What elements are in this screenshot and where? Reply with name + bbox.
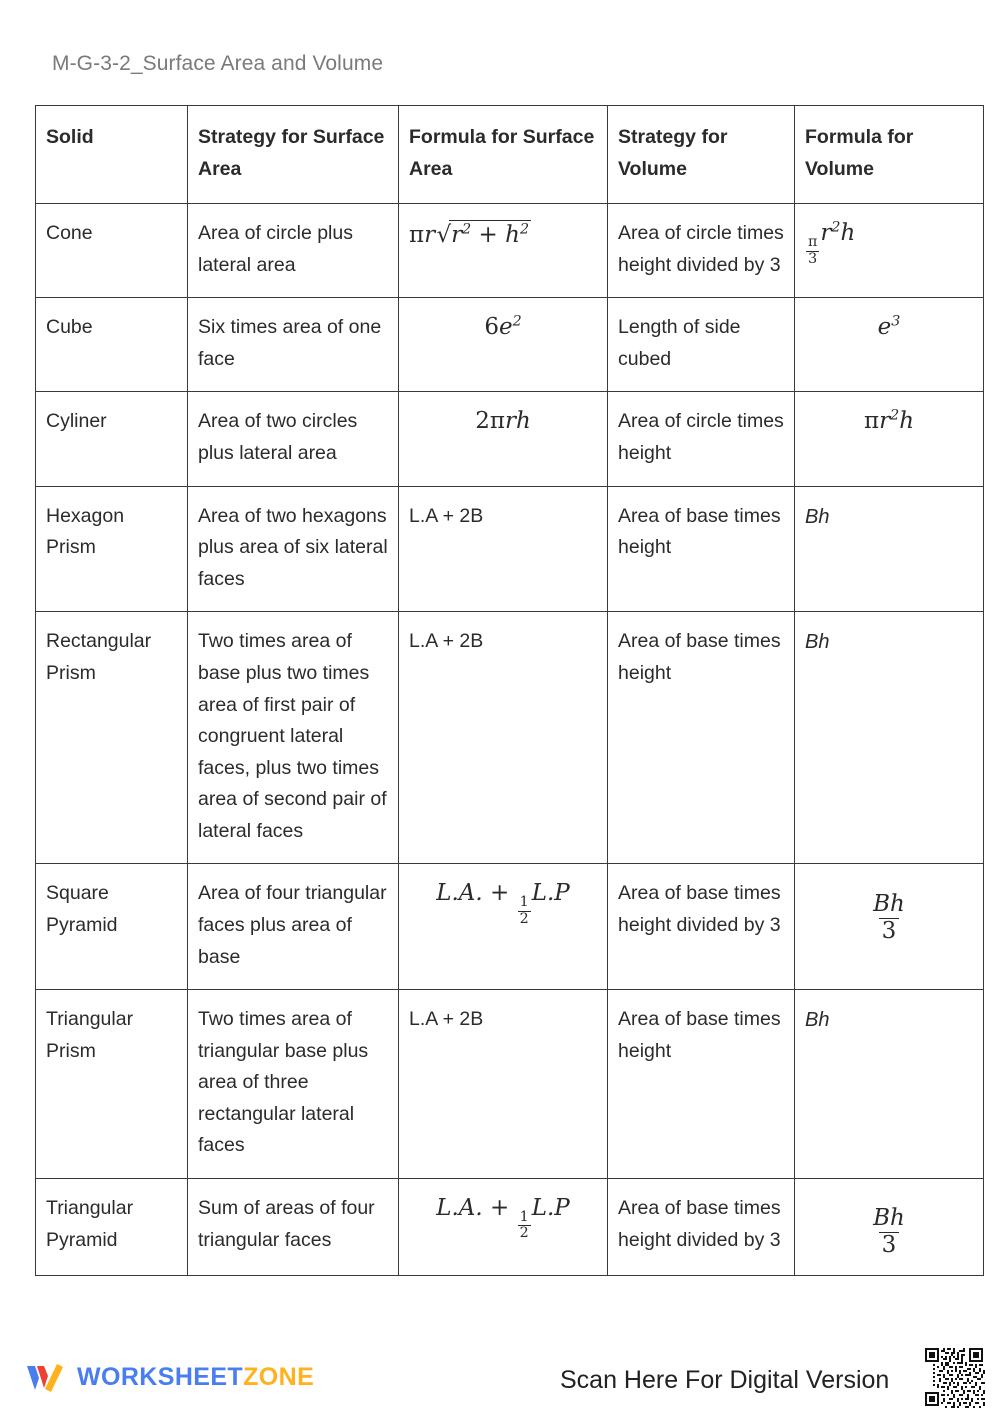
- cell-solid: Cone: [36, 204, 188, 298]
- cell-sa-strategy: Two times area of base plus two times area of first pair of congruent lateral faces, plus two times area of second pair of lateral faces: [188, 612, 399, 864]
- cell-sa-formula: [399, 204, 608, 298]
- cell-vol-strategy: Length of side cubed: [608, 298, 795, 392]
- cell-solid: Cyliner: [36, 392, 188, 486]
- cell-sa-formula: [399, 392, 608, 486]
- column-header-formula-volume: Formula for Volume: [795, 106, 984, 204]
- cell-vol-formula: [795, 864, 984, 990]
- table-row: [36, 990, 984, 1179]
- cell-solid: Triangular Pyramid: [36, 1179, 188, 1276]
- table-header-row: [36, 106, 984, 204]
- table-row: [36, 392, 984, 486]
- formula-cone-volume: $\frac{\pi}{3}$ $r^2h$: [808, 219, 856, 267]
- formula-triangular-prism-volume: Bh: [805, 1009, 830, 1032]
- formula-triangular-pyramid-surface-area: L.A. + $\frac{1}{2}$ L.P: [436, 1195, 570, 1242]
- cell-vol-strategy: Area of circle times height divided by 3: [608, 204, 795, 298]
- table-row: [36, 298, 984, 392]
- cell-sa-formula: [399, 612, 608, 864]
- cell-vol-strategy: Area of base times height: [608, 990, 795, 1179]
- column-header-strategy-surface-area: Strategy for Surface Area: [188, 106, 399, 204]
- formula-cylinder-volume: $\pi r^2h$: [863, 407, 915, 435]
- cell-vol-formula: [795, 612, 984, 864]
- cell-vol-strategy: Area of circle times height: [608, 392, 795, 486]
- cell-vol-formula: [795, 392, 984, 486]
- cell-sa-formula: [399, 990, 608, 1179]
- column-header-formula-surface-area: Formula for Surface Area: [399, 106, 608, 204]
- cell-vol-formula: [795, 1179, 984, 1276]
- cell-vol-formula: [795, 990, 984, 1179]
- cell-sa-strategy: Area of two hexagons plus area of six lateral faces: [188, 486, 399, 612]
- cell-vol-formula: [795, 298, 984, 392]
- cell-vol-strategy: Area of base times height: [608, 486, 795, 612]
- formula-triangular-prism-surface-area: L.A + 2B: [409, 1008, 484, 1031]
- cell-sa-strategy: Six times area of one face: [188, 298, 399, 392]
- cell-sa-strategy: Sum of areas of four triangular faces: [188, 1179, 399, 1276]
- cell-sa-strategy: Area of four triangular faces plus area of base: [188, 864, 399, 990]
- page-title: M-G-3-2_Surface Area and Volume: [52, 52, 384, 75]
- cell-vol-formula: [795, 486, 984, 612]
- worksheet-zone-logo-icon: [24, 1358, 66, 1396]
- cell-sa-formula: [399, 298, 608, 392]
- formula-triangular-pyramid-volume: $\frac{Bh}{3}$: [873, 1205, 905, 1259]
- formula-hexagon-prism-surface-area: L.A + 2B: [409, 504, 484, 527]
- cell-vol-strategy: Area of base times height divided by 3: [608, 1179, 795, 1276]
- brand-wordmark-primary: WORKSHEET: [77, 1362, 244, 1391]
- cell-solid: Square Pyramid: [36, 864, 188, 990]
- worksheet-zone-logo[interactable]: [24, 1358, 314, 1396]
- column-header-solid: Solid: [36, 106, 188, 204]
- formula-rectangular-prism-volume: Bh: [805, 631, 830, 654]
- cell-vol-formula: [795, 204, 984, 298]
- surface-area-volume-table: [35, 105, 984, 1276]
- formula-square-pyramid-surface-area: L.A. + $\frac{1}{2}$ L.P: [436, 880, 570, 927]
- table-row: [36, 1179, 984, 1276]
- cell-solid: Cube: [36, 298, 188, 392]
- formula-hexagon-prism-volume: Bh: [805, 505, 830, 528]
- cell-sa-formula: [399, 1179, 608, 1276]
- surface-area-volume-table-container: [35, 105, 983, 1276]
- table-row: [36, 486, 984, 612]
- qr-code[interactable]: [921, 1344, 987, 1410]
- cell-vol-strategy: Area of base times height divided by 3: [608, 864, 795, 990]
- cell-solid: Rectangular Prism: [36, 612, 188, 864]
- brand-wordmark-secondary: ZONE: [243, 1362, 315, 1391]
- column-header-strategy-volume: Strategy for Volume: [608, 106, 795, 204]
- page-footer: [0, 1336, 1000, 1416]
- formula-cylinder-surface-area: 2πrh: [475, 408, 531, 435]
- cell-sa-formula: [399, 864, 608, 990]
- table-row: [36, 864, 984, 990]
- cell-sa-strategy: Area of circle plus lateral area: [188, 204, 399, 298]
- cell-vol-strategy: Area of base times height: [608, 612, 795, 864]
- formula-cube-surface-area: $6e^2$: [484, 313, 522, 341]
- cell-sa-strategy: Two times area of triangular base plus area of three rectangular lateral faces: [188, 990, 399, 1179]
- table-row: [36, 204, 984, 298]
- formula-square-pyramid-volume: $\frac{Bh}{3}$: [873, 890, 905, 944]
- cell-solid: Hexagon Prism: [36, 486, 188, 612]
- formula-rectangular-prism-surface-area: L.A + 2B: [409, 630, 484, 653]
- cell-solid: Triangular Prism: [36, 990, 188, 1179]
- formula-cone-surface-area: $\pi r√r^2 + h^2$: [409, 221, 530, 249]
- scan-instruction-text: Scan Here For Digital Version: [560, 1366, 890, 1394]
- formula-cube-volume: $e^3$: [877, 313, 901, 341]
- cell-sa-strategy: Area of two circles plus lateral area: [188, 392, 399, 486]
- cell-sa-formula: [399, 486, 608, 612]
- brand-wordmark: [77, 1362, 315, 1391]
- table-row: [36, 612, 984, 864]
